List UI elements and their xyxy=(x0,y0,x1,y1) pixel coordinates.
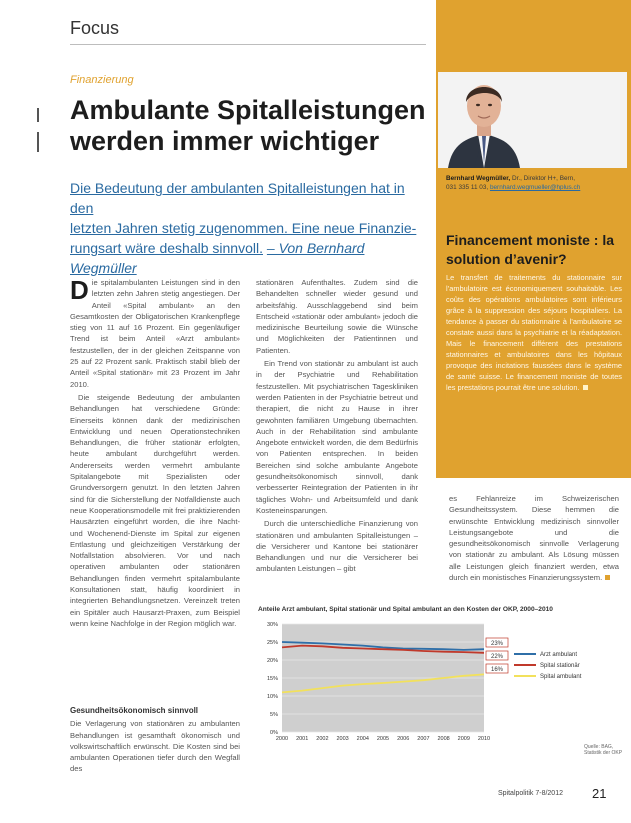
paragraph: Die steigende Bedeutung der ambulanten Behandlungen hat verschiedene Gründe: Einerseits können dank der medizinischen Entwicklung und neuen Operationstechniken Behandlungen, die früher stationär erfolgten, heute ambulant durchgeführt werden. Andererseits werden vermehrt ambulante Spitalangebote mit Spezialisten oder Grundversorgern genutzt. In den letzten Jahren sind für die Sicherstellung der Notfalldienste auch neue Kooperationsmodelle mit frei praktizierenden Hausärzten eingeführt worden, die ihre Nacht- und Wochenend-Dienste im Spital zur eigenen Entlastung und gleichzeitigen Verstärkung der Notfallstation absolvieren. Vor und nach operativen ambulanten oder stationären Behandlungen finden vermehrt spitalambulante Konsultationen statt, häufig koordiniert in integrierten Behandlungsnetzen. Vereinzelt treten ein Spitäler auch Hausarzt-Praxen, zum Beispiel wenn keine Nachfolge in der Region möglich war. xyxy=(70,392,240,628)
author-role: Dr., Direktor H+, Bern, xyxy=(510,175,575,182)
legend-label: Arzt ambulant xyxy=(540,652,578,658)
paragraph: Die spitalambulanten Leistungen sind in den letzten zehn Jahren stetig angestiegen. Der Anteil «Spital ambulant» an den Gesamtkosten der Obligatorischen Krankenpflege stieg von 11 auf 16 Prozent. Ein gegenläufiger Trend ist beim Anteil «Arzt ambulant» festzustellen, der in der gleichen Zeitspanne von 25 auf 22 Prozent sank. Praktisch stabil blieb der Anteil «Spital stationär» mit 23 Prozent im Jahr 2010. xyxy=(70,275,240,389)
x-tick-label: 2000 xyxy=(275,736,289,742)
author-phone: 031 335 11 03, xyxy=(446,184,489,191)
article-lead xyxy=(70,178,428,278)
sidebar-text: Le transfert de traitements du stationnaire sur l’ambulatoire est économiquement souhaitable. Les coûts des opérations ambulatoires sont inférieurs grâce à la suppression des séjours hospitaliers. La tendance à passer du stationnaire à l’ambulatoire se constate aussi dans la psychiatrie et la réadaptation. Mais le financement différent des prestations stationnaires et ambulatoires dans les hôpitaux provoque des incitations faussées dans le système de santé suisse. Le financement moniste de toutes les prestations pourrait être une solution. xyxy=(446,273,622,392)
author-portrait xyxy=(438,72,627,168)
footer-publication: Spitalpolitik 7-8/2012 xyxy=(498,790,563,797)
section-label: Focus xyxy=(70,18,120,38)
end-value-label: 16% xyxy=(490,667,504,673)
lead-line-1: Die Bedeutung der ambulanten Spitalleistungen hat in den xyxy=(70,180,405,216)
x-tick-label: 2008 xyxy=(437,736,450,742)
line-chart xyxy=(252,618,628,750)
y-tick-label: 5% xyxy=(270,712,278,718)
x-tick-label: 2002 xyxy=(316,736,329,742)
x-tick-label: 2004 xyxy=(356,736,369,742)
section-rule xyxy=(70,44,426,45)
end-square-icon xyxy=(605,575,610,580)
chart-title: Anteile Arzt ambulant, Spital stationär und Spital ambulant an den Kosten der OKP, 2000–2010 xyxy=(258,606,553,613)
margin-mark xyxy=(37,132,39,152)
article-column-3: es Fehlanreize im Schweizerischen Gesundheitssystem. Diese hemmen die erwünschte Entwicklung medizinisch sinnvoller Leistungsangebote und die gesundheitsökonomisch sinnvolle Verlagerung von stationär zu ambulant. Als Lösung müssen alle Leistungen gleich finanziert werden, etwa durch ein monistisches Finanzierungssystem. xyxy=(449,494,619,583)
sidebar-title: Financement moniste : la solution d’avenir? xyxy=(446,232,615,267)
y-tick-label: 0% xyxy=(270,730,278,736)
y-tick-label: 15% xyxy=(266,676,278,682)
article-kicker: Finanzierung xyxy=(70,74,134,86)
legend-label: Spital ambulant xyxy=(540,674,582,680)
author-name: Bernhard Wegmüller, xyxy=(446,175,511,182)
column-subhead: Gesundheitsökonomisch sinnvoll xyxy=(70,706,199,715)
chart-source: Quelle: BAG, Statistik der OKP xyxy=(584,744,623,756)
lead-line-3: rungsart wäre deshalb sinnvoll. xyxy=(70,240,263,256)
x-tick-label: 2001 xyxy=(296,736,309,742)
author-caption xyxy=(446,174,626,192)
lead-byline: – Von Bernhard Wegmüller xyxy=(70,240,365,276)
article-column-2 xyxy=(256,277,418,577)
paragraph: Durch die unterschiedliche Finanzierung von stationären und ambulanten Spitalleistungen – die Versicherer und Kantone bei stationärer Behandlungen und nur die Versicherer bei ambulanten Leistungen – gibt xyxy=(256,519,418,574)
x-tick-label: 2007 xyxy=(417,736,430,742)
x-tick-label: 2005 xyxy=(376,736,390,742)
y-tick-label: 20% xyxy=(266,658,278,664)
end-value-label: 22% xyxy=(490,654,504,660)
x-tick-label: 2010 xyxy=(477,736,491,742)
legend-label: Spital stationär xyxy=(540,663,580,669)
end-value-label: 23% xyxy=(490,641,504,647)
paragraph: Ein Trend von stationär zu ambulant ist auch in der Psychiatrie und Rehabilitation festzustellen. Mit psychiatrischen Tageskliniken werden Patienten in der Psychiatrie betreut und therapiert, die nicht zu Hause in ihrer gewohnten familiären Umgebung übernachten. Auch in der Rehabilitation sind ambulante Angebote entwickelt worden, die dem Bedürfnis von Patienten entsprechen. In beiden Bereichen sind solche ambulante Angebote gesundheitsökonomisch sinnvoll, dank verbesserter Reintegration der Patienten in ihr tägliches Wohn- und Arbeitsumfeld und dank Kosteneinsparungen. xyxy=(256,359,418,515)
x-tick-label: 2006 xyxy=(397,736,410,742)
y-tick-label: 10% xyxy=(266,694,278,700)
page-number: 21 xyxy=(592,786,607,801)
lead-line-2: letzten Jahren stetig zugenommen. Eine neue Finanzie- xyxy=(70,220,417,236)
col1-continuation xyxy=(70,702,240,777)
x-tick-label: 2003 xyxy=(336,736,349,742)
dropcap: D xyxy=(70,275,89,305)
y-tick-label: 25% xyxy=(266,640,278,646)
margin-mark xyxy=(37,108,39,122)
x-tick-label: 2009 xyxy=(457,736,470,742)
author-email-link[interactable]: bernhard.wegmueller@hplus.ch xyxy=(489,184,581,191)
paragraph: Die Verlagerung von stationären zu ambulanten Behandlungen ist gesamthaft ökonomisch und volkswirtschaftlich erwünscht. Die Kosten sind bei ambulanten Operationen tiefer durch den Wegfall des xyxy=(70,719,240,774)
article-column-1 xyxy=(70,275,240,774)
paragraph: stationären Aufenthaltes. Zudem sind die Behandelten schneller wieder gesund und arbeitsfähig. Ausschlaggebend sind beim Entscheid «stationär oder ambulant» jedoch die medizinische Beurteilung sowie die Wünsche und Möglichkeiten der Patientinnen und Patienten. xyxy=(256,278,418,355)
author-portrait-icon xyxy=(438,72,627,168)
y-tick-label: 30% xyxy=(266,622,278,628)
article-headline: Ambulante Spitalleistungen werden immer wichtiger xyxy=(70,95,426,156)
end-square-icon xyxy=(583,385,588,390)
